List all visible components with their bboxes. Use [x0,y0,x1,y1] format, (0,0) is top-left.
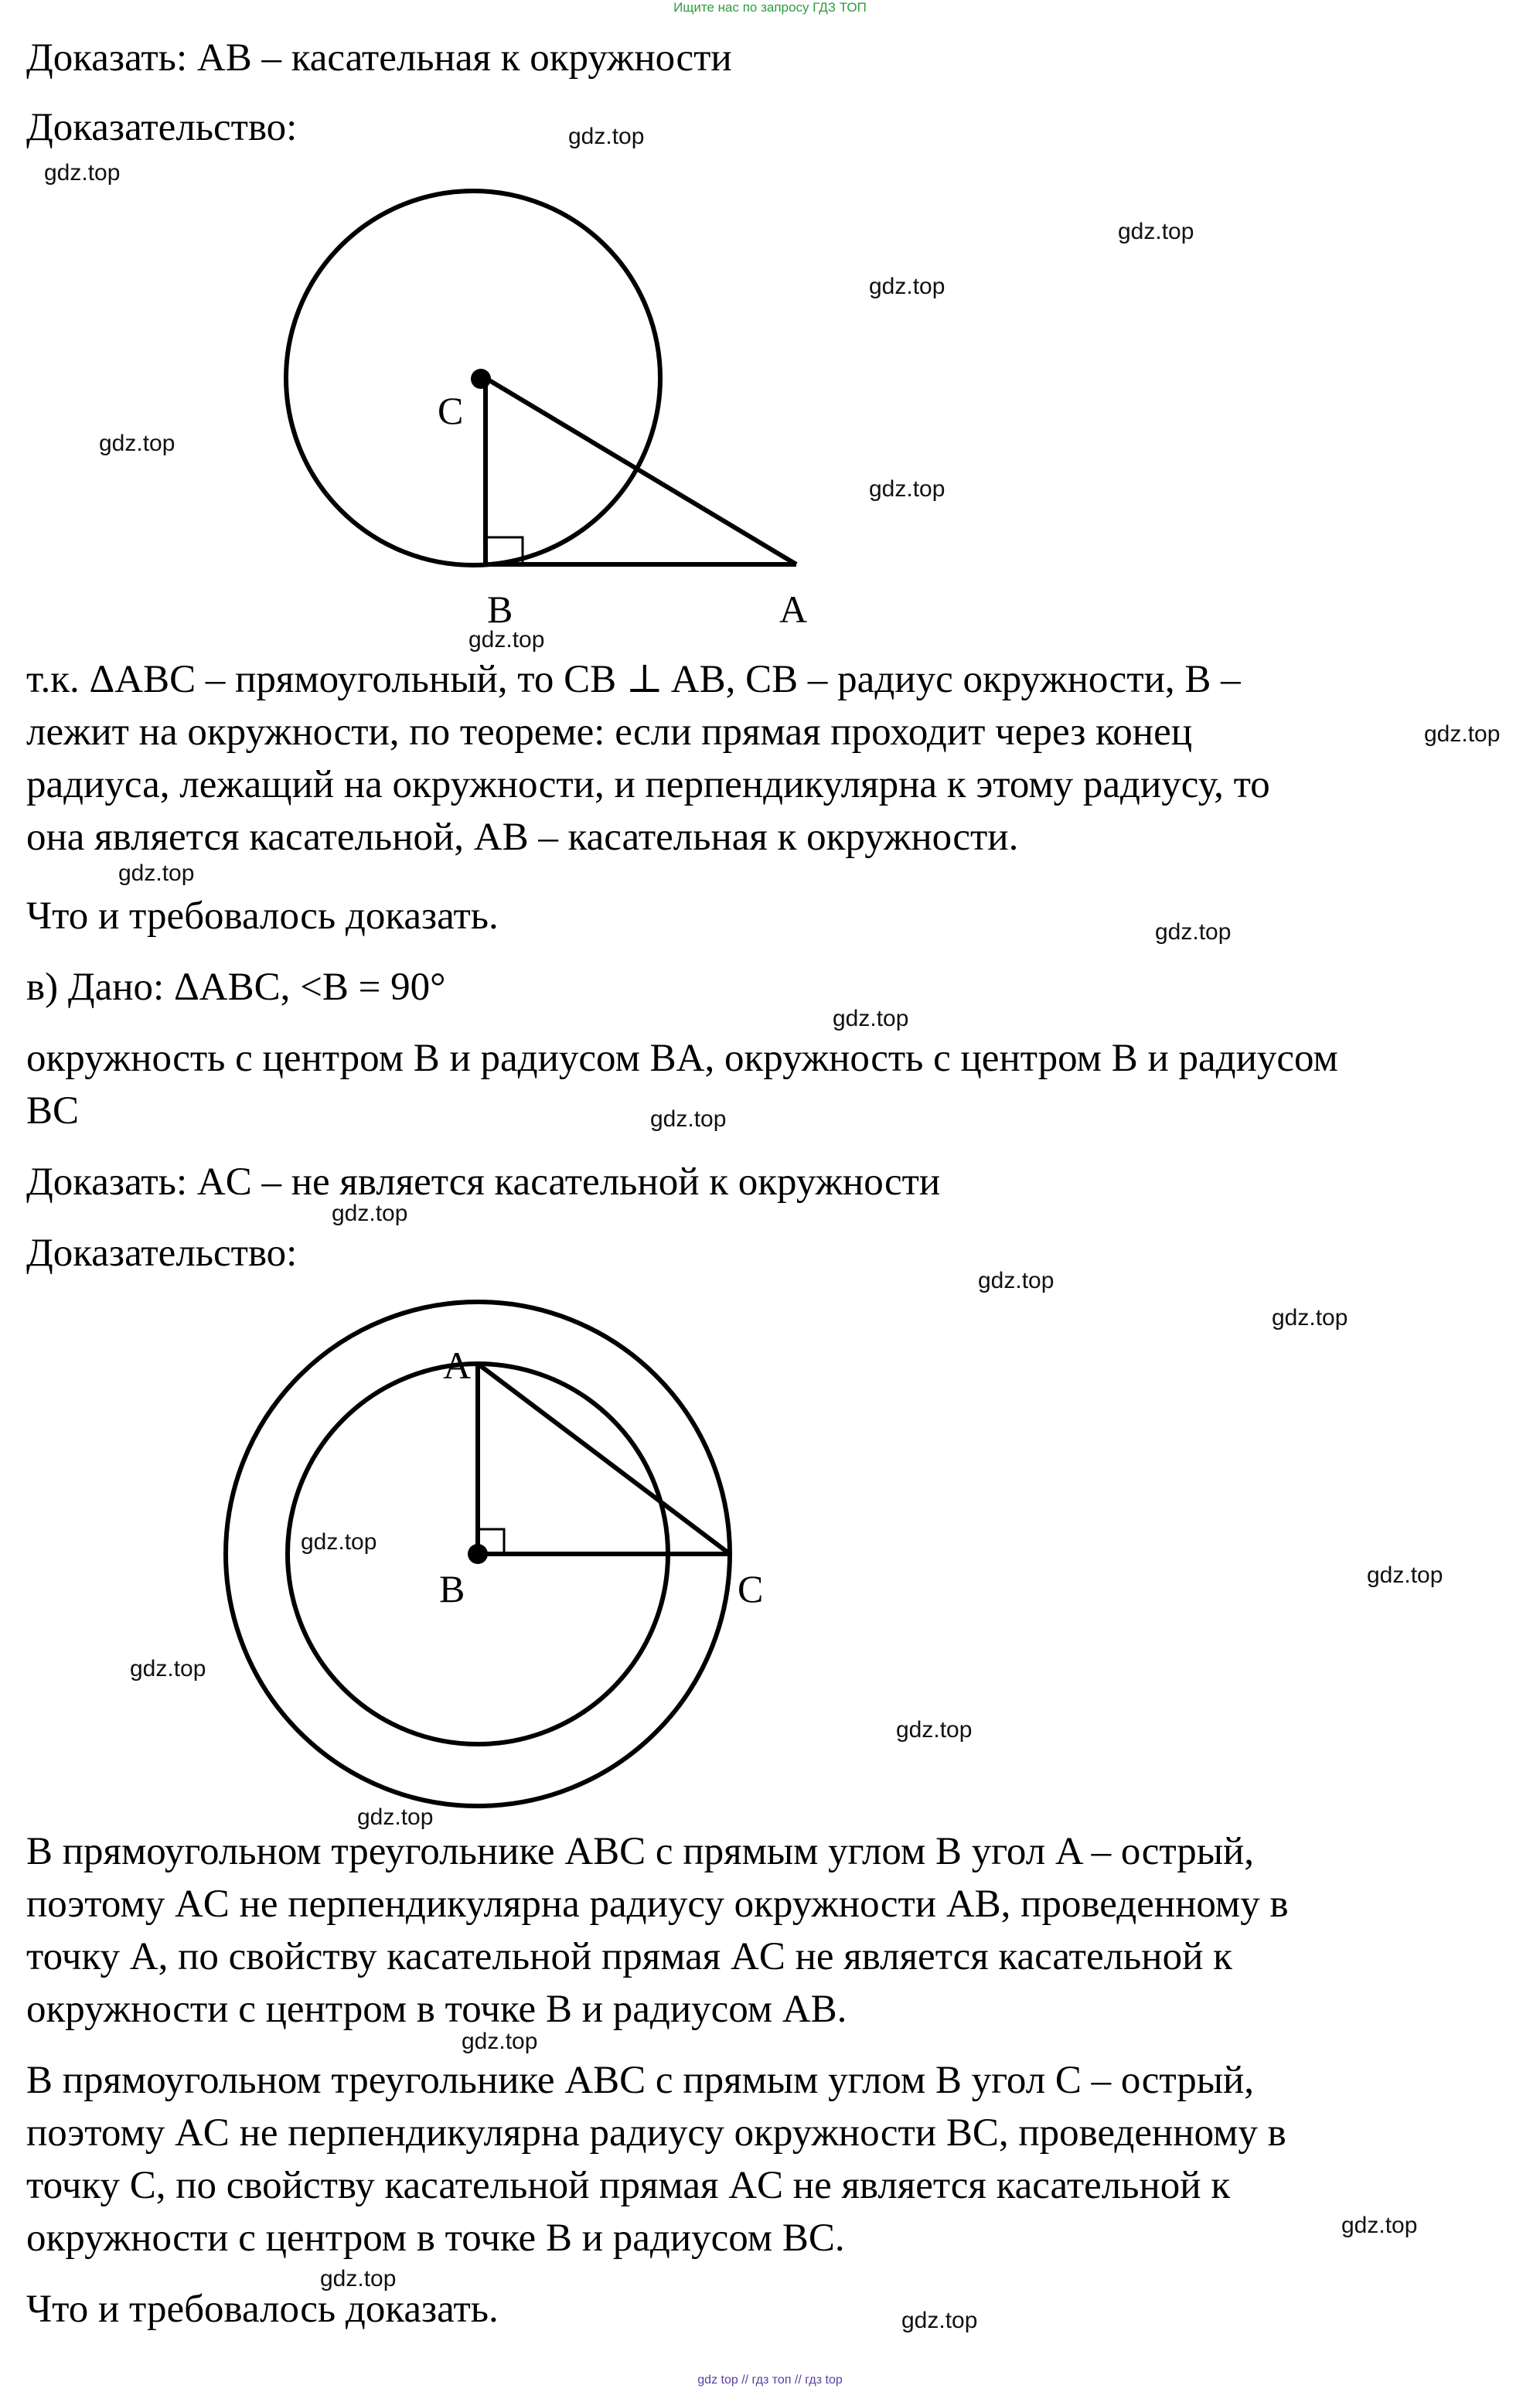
segment-ac [478,1364,730,1554]
watermark: gdz.top [1155,919,1232,945]
watermark: gdz.top [1367,1562,1443,1588]
point-c [471,369,491,389]
watermark: gdz.top [301,1529,377,1555]
figure-tangent-ab [0,186,1540,649]
watermark: gdz.top [118,860,195,886]
watermark: gdz.top [568,124,645,149]
conclusion-c: Что и требовалось доказать. [26,2288,499,2331]
watermark: gdz.top [332,1201,408,1226]
para2-line-3: точку C, по свойству касательной прямая AC не является касательной к [26,2164,1231,2207]
watermark: gdz.top [978,1268,1054,1293]
site-header-note[interactable]: Ищите нас по запросу ГДЗ ТОП [673,0,867,15]
para1-line-4: окружности с центром в точке B и радиусом AB. [26,1988,847,2031]
circles-description-1: окружность с центром B и радиусом BA, окружность с центром B и радиусом [26,1037,1338,1080]
watermark: gdz.top [44,160,121,186]
proof-b-line-1: т.к. ΔABC – прямоугольный, то CB ⊥ AB, CB – радиус окружности, B – [26,658,1241,701]
watermark: gdz.top [896,1717,973,1743]
proof-b-line-3: радиуса, лежащий на окружности, и перпендикулярна к этому радиусу, то [26,763,1270,806]
label-b: B [487,588,513,631]
proof-label-b: Доказательство: [26,106,298,149]
figure-two-circles [0,1283,1540,1840]
proof-b-line-4: она является касательной, AB – касательная к окружности. [26,816,1019,859]
watermark: gdz.top [901,2308,978,2333]
conclusion-b: Что и требовалось доказать. [26,894,499,938]
prove-statement-b: Доказать: AB – касательная к окружности [26,36,732,80]
watermark: gdz.top [462,2029,538,2054]
watermark: gdz.top [357,1804,434,1830]
para1-line-2: поэтому AC не перпендикулярна радиусу окружности AB, проведенному в [26,1883,1289,1926]
para2-line-4: окружности с центром в точке B и радиусом BC. [26,2217,845,2260]
watermark: gdz.top [1118,219,1194,244]
watermark: gdz.top [1341,2213,1418,2238]
label-a: A [779,588,808,631]
watermark: gdz.top [869,476,945,502]
para1-line-3: точку A, по свойству касательной прямая AC не является касательной к [26,1935,1232,1978]
watermark: gdz.top [130,1656,206,1682]
proof-label-c: Доказательство: [26,1232,298,1275]
label-b: B [439,1567,465,1610]
watermark: gdz.top [833,1006,909,1031]
circles-description-2: BC [26,1089,80,1133]
watermark: gdz.top [320,2266,397,2291]
watermark: gdz.top [1424,721,1501,747]
segment-ca [486,378,796,564]
proof-b-line-2: лежит на окружности, по теореме: если прямая проходит через конец [26,710,1193,754]
para2-line-2: поэтому AC не перпендикулярна радиусу окружности BC, проведенному в [26,2111,1286,2155]
given-c: в) Дано: ΔABC, <B = 90° [26,966,446,1009]
label-c: C [738,1567,764,1610]
site-footer-note[interactable]: gdz top // гдз топ // гдз top [697,2373,843,2387]
watermark: gdz.top [869,274,945,299]
watermark: gdz.top [99,431,175,456]
label-a: A [443,1344,472,1387]
watermark: gdz.top [468,627,545,653]
watermark: gdz.top [1272,1305,1348,1331]
para1-line-1: В прямоугольном треугольнике ABC с прямым углом B угол A – острый, [26,1830,1255,1873]
prove-statement-c: Доказать: AC – не является касательной к окружности [26,1160,941,1204]
point-b [468,1544,488,1564]
para2-line-1: В прямоугольном треугольнике ABC с прямым углом B угол C – острый, [26,2059,1255,2102]
label-c: C [438,389,464,432]
watermark: gdz.top [650,1106,727,1132]
